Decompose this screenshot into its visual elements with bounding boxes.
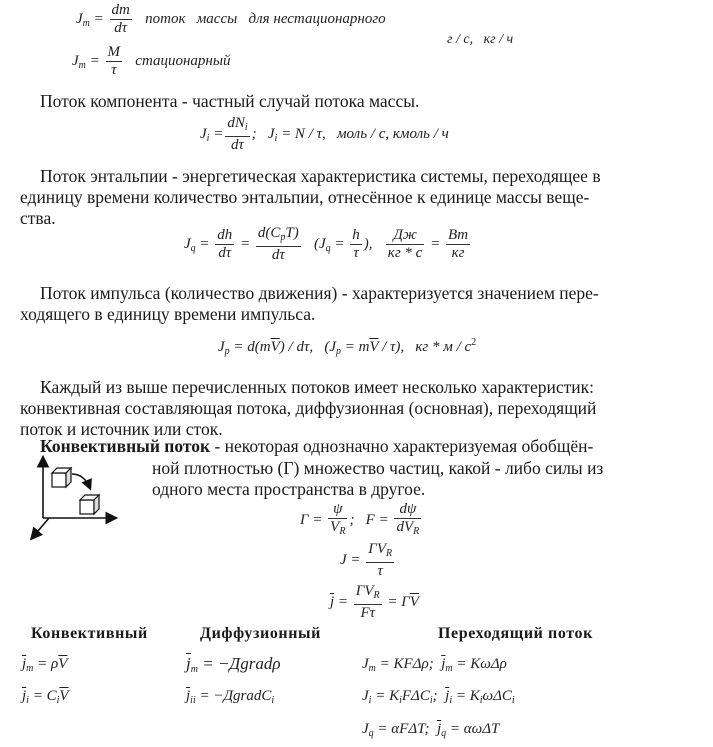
- formula-convective-mass: $\overline{j}_m = \rho\overline{V}$: [22, 656, 68, 674]
- cube-start-icon: [52, 468, 71, 487]
- cube-end-icon: [80, 495, 99, 514]
- characteristics-line-3: поток и источник или сток.: [20, 419, 223, 439]
- enthalpy-flow-line-1: Поток энтальпии - энергетическая характеристика системы, переходящее в: [40, 166, 601, 186]
- formula-mass-flow-stationary: $J_m$ = $\frac{M}{\tau}$ стационарный: [72, 44, 231, 78]
- convective-definition-line-3: одного места пространства в другое.: [152, 479, 426, 499]
- header-convective: Конвективный: [31, 625, 148, 642]
- formula-transfer-enthalpy: $J_q = \alpha F\Delta T$; $\overline{j}_q = \alpha\omega\Delta T$: [362, 721, 500, 739]
- characteristics-line-1: Каждый из выше перечисленных потоков имеет несколько характеристик:: [40, 377, 594, 397]
- formula-flux-density: $\overline{j}$ = $\frac{ГV_R}{F\tau}$ = $Г\overline{V}$: [330, 583, 419, 621]
- formula-density: Г = $\frac{\psi}{V_R}$ ; F = $\frac{d\psi}{dV_R}$: [300, 501, 420, 537]
- enthalpy-flow-line-3: ства.: [20, 208, 56, 228]
- movement-arrow-icon: [72, 474, 90, 488]
- formula-transfer-component: $J_i = K_iF\Delta C_i$; $\overline{j}_i = K_i\omega\Delta C_i$: [362, 688, 515, 706]
- formula-diffusion-component: $\overline{j}_{ii}$ = −ДgradC$_i$: [186, 688, 275, 706]
- convective-definition-rest: - некоторая однозначно характеризуемая обобщён-: [210, 436, 594, 456]
- momentum-flow-line-2: ходящего в единицу времени импульса.: [20, 304, 316, 324]
- formula-flux: J = $\frac{ГV_R}{\tau}$: [340, 541, 393, 579]
- momentum-flow-units: кг * м / с: [415, 339, 472, 355]
- enthalpy-flow-line-2: единицу времени количество энтальпии, отнесённое к единице массы веще-: [20, 187, 590, 207]
- convective-definition-line-2: ной плотностью (Г) множество частиц, какой - либо силы из: [152, 458, 604, 478]
- formula-transfer-mass: $J_m = KF\Delta\rho$; $\overline{j}_m = K\omega\Delta\rho$: [362, 656, 507, 674]
- stationary-label: стационарный: [135, 52, 231, 69]
- nonstationary-label: поток массы для нестационарного: [145, 10, 386, 27]
- coordinate-axes-icon: [32, 458, 115, 538]
- formula-component-flow: $J_i$ = $\frac{dN_i}{d\tau}$ ; $J_i = N / \tau$, моль / с, кмоль / ч: [200, 115, 449, 153]
- header-diffusion: Диффузионный: [200, 625, 321, 642]
- momentum-flow-line-1: Поток импульса (количество движения) - характеризуется значением пере-: [40, 283, 599, 303]
- characteristics-line-2: конвективная составляющая потока, диффузионная (основная), переходящий: [20, 398, 597, 418]
- formula-momentum-flow: $J_p = d(m\overline{V}) / d\tau$, $(J_p = m\overline{V} / \tau)$, кг * м / $с^2$: [218, 337, 477, 357]
- convective-term: Конвективный поток: [40, 436, 211, 456]
- mass-flow-units: г / с, кг / ч: [447, 32, 514, 47]
- formula-diffusion-mass: $\overline{j}_m$ = −Дgradρ: [186, 654, 281, 675]
- formula-mass-flow-nonstationary: $J_m$ = $\frac{dm}{d\tau}$ поток массы для нестационарного: [76, 2, 386, 36]
- header-transfer: Переходящий поток: [438, 625, 593, 642]
- formula-enthalpy-flow: $J_q$ = $\frac{dh}{d\tau}$ = $\frac{d(C_pT)}{d\tau}$ ($J_q$ = $\frac{h}{\tau}$ ), $\frac{Дж}{кг * с}$ = $\frac{Вт}{кг}$: [184, 225, 469, 263]
- component-flow-definition: Поток компонента - частный случай потока массы.: [40, 91, 420, 111]
- component-flow-units: моль / с, кмоль / ч: [336, 125, 449, 142]
- convective-flow-diagram: [28, 452, 148, 544]
- formula-convective-component: $\overline{j}_i = C_i\overline{V}$: [22, 688, 69, 706]
